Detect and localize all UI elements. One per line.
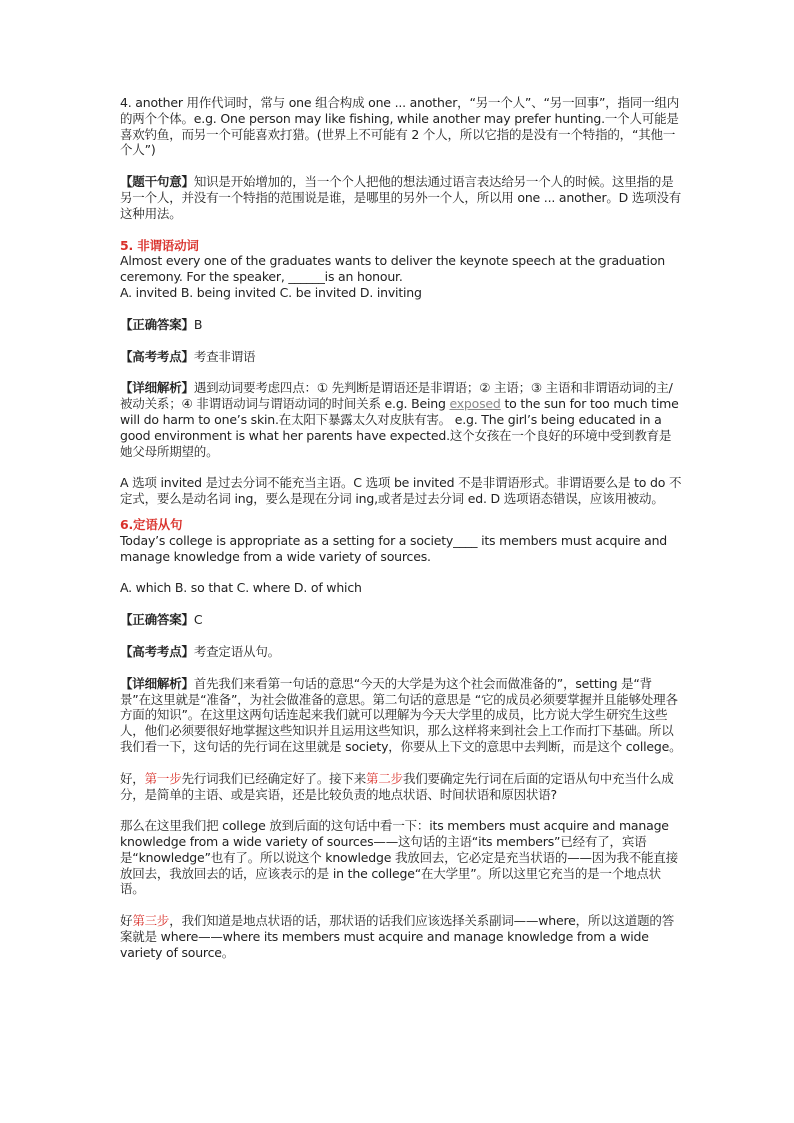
q5-analysis bbox=[120, 380, 682, 459]
exposed-link[interactable]: exposed bbox=[449, 396, 501, 412]
q6-point-label: 【高考考点】 bbox=[120, 643, 194, 659]
tigan-label: 【题干句意】 bbox=[120, 174, 194, 190]
q5-heading: 5. 非谓语动词 bbox=[120, 237, 199, 253]
q5-point bbox=[120, 349, 682, 365]
step2-post: 我们要确定先行词在后面的定语从句中充当什么成分，是简单的主语、或是宾语，还是比较负责的地点状语、时间状语和原因状语? bbox=[120, 770, 674, 802]
step2-label: 第二步 bbox=[366, 770, 403, 786]
q5-options: A. invited B. being invited C. be invited D. inviting bbox=[120, 284, 422, 300]
q5-question: Almost every one of the graduates wants to deliver the keynote speech at the graduation ceremony. For the speaker, ______is an honour. bbox=[120, 253, 665, 285]
item-4-paragraph: 4. another 用作代词时，常与 one 组合构成 one ... another，“另一个人”、“另一回事”，指同一组内的两个个体。e.g. One person may like fishing, while another may prefer hunting.一个人可能是喜欢钓鱼，而另一个可能喜欢打猎。(世界上不可能有 2 个人，所以它指的是没有一个特指的，“其他一个人”) bbox=[120, 95, 680, 158]
q6-analysis bbox=[120, 676, 682, 755]
q5-point-label: 【高考考点】 bbox=[120, 348, 194, 364]
q6-point bbox=[120, 644, 682, 660]
q6-step3-paragraph bbox=[120, 913, 682, 960]
q5-analysis-text-b: to the sun for too much time will do harm to one’s skin.在太阳下暴露太久对皮肤有害。 e.g. The girl’s being educated in a good environment is what her parents have expected.这个女孩在一个良好的环境中受到教育是她父母所期望的。 bbox=[120, 396, 679, 459]
q6-options: A. which B. so that C. where D. of which bbox=[120, 580, 362, 596]
q5-answer-label: 【正确答案】 bbox=[120, 316, 194, 332]
q6-question: Today’s college is appropriate as a setting for a society____ its members must acquire and manage knowledge from a wide variety of sources. bbox=[120, 532, 668, 564]
step1-label: 第一步 bbox=[144, 770, 182, 786]
q6-steps-paragraph bbox=[120, 771, 682, 803]
q6-heading: 6.定语从句 bbox=[120, 516, 183, 532]
step3-label: 第三步 bbox=[132, 913, 170, 929]
step1-mid: 先行词我们已经确定好了。接下来 bbox=[181, 770, 367, 786]
q5-explanation: A 选项 invited 是过去分词不能充当主语。C 选项 be invited 不是非谓语形式。非谓语要么是 to do 不定式，要么是动名词 ing，要么是现在分词 ing,或者是过去分词 ed. D 选项语态错误，应该用被动。 bbox=[120, 475, 682, 507]
q6-answer-label: 【正确答案】 bbox=[120, 612, 194, 628]
step3-pre: 好 bbox=[120, 913, 133, 929]
q5-analysis-label: 【详细解析】 bbox=[120, 380, 194, 396]
q6-para3: 那么在这里我们把 college 放到后面的这句话中看一下：its members must acquire and manage knowledge from a wide variety of sources——这句话的主语“its members”已经有了，宾语是“knowledge”也有了。所以说这个 knowledge 我放回去，它必定是充当状语的——因为我不能直接放回去，我放回去的话，应该表示的是 in the college“在大学里”。所以这里它充当的是一个地点状语。 bbox=[120, 818, 678, 897]
q6-analysis-text: 首先我们来看第一句话的意思“今天的大学是为这个社会而做准备的”，setting 是“背景”在这里就是“准备”，为社会做准备的意思。第二句话的意思是 “它的成员必须要掌握并且能够处理各方面的知识”。在这里这两句话连起来我们就可以理解为今天大学里的成员，比方说大学生研究生这些人，他们必须要很好地掌握这些知识并且运用这些知识，那么这样将来到社会上工作而打下基础。所以我们看一下，这句话的先行词在这里就是 society，你要从上下文的意思中去判断，而是这个 college。 bbox=[120, 675, 682, 754]
q6-point-value: 考查定语从句。 bbox=[193, 643, 280, 659]
document-page bbox=[120, 95, 682, 961]
q6-answer-value: C bbox=[193, 612, 203, 628]
q5-point-value: 考查非谓语 bbox=[193, 348, 256, 364]
step3-post: ，我们知道是地点状语的话，那状语的话我们应该选择关系副词——where，所以这道题的答案就是 where——where its members must acquire and manage knowledge from a wide variety of source。 bbox=[120, 913, 675, 960]
step1-pre: 好， bbox=[120, 770, 145, 786]
q6-analysis-label: 【详细解析】 bbox=[120, 675, 194, 691]
tigan-paragraph bbox=[120, 174, 682, 221]
tigan-text: 知识是开始增加的，当一个个人把他的想法通过语言表达给另一个人的时候。这里指的是另一个人，并没有一个特指的范围说是谁，是哪里的另外一个人，所以用 one ... another。D 选项没有这种用法。 bbox=[120, 174, 682, 221]
q6-answer bbox=[120, 612, 682, 628]
q5-analysis-text-a: 遇到动词要考虑四点：① 先判断是谓语还是非谓语；② 主语；③ 主语和非谓语动词的主/被动关系；④ 非谓语动词与谓语动词的时间关系 e.g. Being bbox=[120, 380, 673, 412]
q5-answer-value: B bbox=[193, 316, 203, 332]
q5-answer bbox=[120, 317, 682, 333]
